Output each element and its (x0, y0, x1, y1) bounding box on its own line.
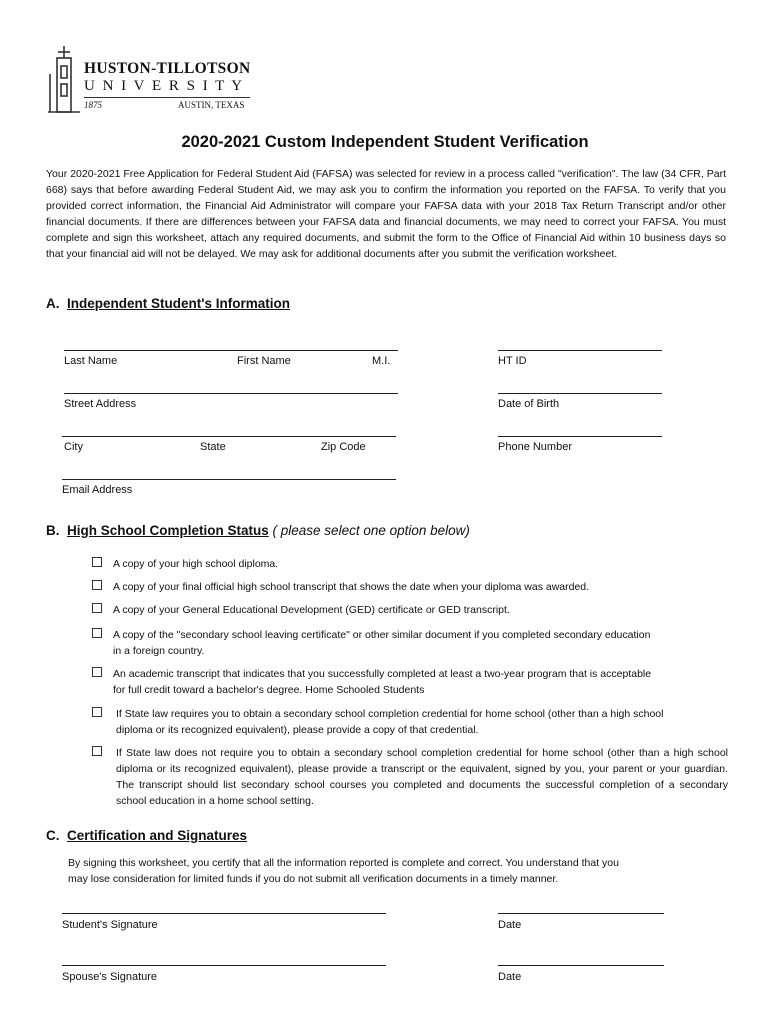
logo-divider (84, 97, 250, 98)
option-label: A copy of your high school diploma. (113, 558, 279, 570)
street-address-label: Street Address (64, 398, 137, 410)
section-b-heading (46, 523, 470, 538)
option-label: If State law does not require you to obtain a secondary school completion credential for home school (other than a high school diploma or its recognized equivalent), please provide a transcript or the equivalent, signed by you, your parent or your guardian. The transcript should list secondary school courses you completed and documents the successful completion of a secondary school education in a home school setting. (116, 747, 728, 807)
university-logo (44, 44, 254, 116)
student-signature-label: Student's Signature (62, 919, 158, 931)
option-label: A copy of your final official high school transcript that shows the date when your diploma was awarded. (113, 581, 590, 593)
date-label-2: Date (498, 971, 522, 983)
bell-tower-icon (44, 44, 84, 116)
city-line (62, 436, 396, 437)
section-b-subtitle: ( please select one option below) (272, 523, 470, 538)
spouse-signature-label: Spouse's Signature (62, 971, 158, 983)
option-label: A copy of the "secondary school leaving certificate" or other similar document if you completed secondary education in a foreign country. (113, 629, 651, 657)
section-a-title: Independent Student's Information (67, 296, 290, 311)
email-address-label: Email Address (62, 484, 133, 496)
intro-paragraph: Your 2020-2021 Free Application for Federal Student Aid (FAFSA) was selected for review in a process called "verification". The law (34 CFR, Part 668) says that before awarding Federal Student Aid, we may ask you to confirm the information you reported on the FAFSA. To verify that you provided correct information, the Financial Aid Administrator will compare your FAFSA data with your 2018 Tax Return Transcript and/or other financial documents. If there are differences between your FAFSA data and financial documents, we may need to correct your FAFSA. You must complete and sign this worksheet, attach any required documents, and submit the form to the Office of Financial Aid within 10 business days so that your financial aid will not be delayed. We may ask for additional documents after you submit the verification worksheet. (46, 168, 726, 260)
first-name-label: First Name (237, 355, 291, 367)
phone-number-label: Phone Number (498, 441, 572, 453)
section-c-title: Certification and Signatures (67, 828, 248, 843)
state-label: State (200, 441, 226, 453)
date-of-birth-label: Date of Birth (498, 398, 560, 410)
section-a-letter: A. (46, 296, 60, 311)
zip-code-label: Zip Code (321, 441, 366, 453)
student-signature-line (62, 913, 386, 914)
option-checkbox[interactable] (92, 746, 102, 756)
city-label: City (64, 441, 83, 453)
street-line (64, 393, 398, 394)
logo-location: AUSTIN, TEXAS (178, 100, 245, 110)
option-checkbox[interactable] (92, 707, 102, 717)
option-label: A copy of your General Educational Development (GED) certificate or GED transcript. (113, 604, 510, 616)
option-checkbox[interactable] (92, 580, 102, 590)
option-label: If State law requires you to obtain a secondary school completion credential for home school (other than a high school diploma or its recognized equivalent), please provide a copy of that credential. (116, 708, 664, 736)
option-checkbox[interactable] (92, 603, 102, 613)
section-a-heading (46, 296, 290, 311)
logo-year: 1875 (84, 100, 102, 110)
logo-name: HUSTON-TILLOTSON (84, 60, 251, 77)
ht-id-line (498, 350, 662, 351)
date-line-2 (498, 965, 664, 966)
dob-line (498, 393, 662, 394)
name-line (64, 350, 398, 351)
phone-line (498, 436, 662, 437)
logo-university: U N I V E R S I T Y (84, 78, 245, 94)
spouse-signature-line (62, 965, 386, 966)
section-c-heading (46, 828, 247, 843)
date-line-1 (498, 913, 664, 914)
option-checkbox[interactable] (92, 557, 102, 567)
ht-id-label: HT ID (498, 355, 527, 367)
mi-label: M.I. (372, 355, 391, 367)
page-title: 2020-2021 Custom Independent Student Verification (181, 133, 589, 151)
date-label-1: Date (498, 919, 522, 931)
last-name-label: Last Name (64, 355, 118, 367)
option-checkbox[interactable] (92, 667, 102, 677)
section-b-title: High School Completion Status (67, 523, 269, 538)
section-b-letter: B. (46, 523, 60, 538)
email-line (62, 479, 396, 480)
option-checkbox[interactable] (92, 628, 102, 638)
section-c-letter: C. (46, 828, 60, 843)
certification-text: By signing this worksheet, you certify that all the information reported is complete and correct. You understand that you may lose consideration for limited funds if you do not submit all verification documents in a timely manner. (68, 857, 619, 885)
option-label: An academic transcript that indicates that you successfully completed at least a two-year program that is acceptable for full credit toward a bachelor's degree. Home Schooled Students (113, 668, 652, 696)
